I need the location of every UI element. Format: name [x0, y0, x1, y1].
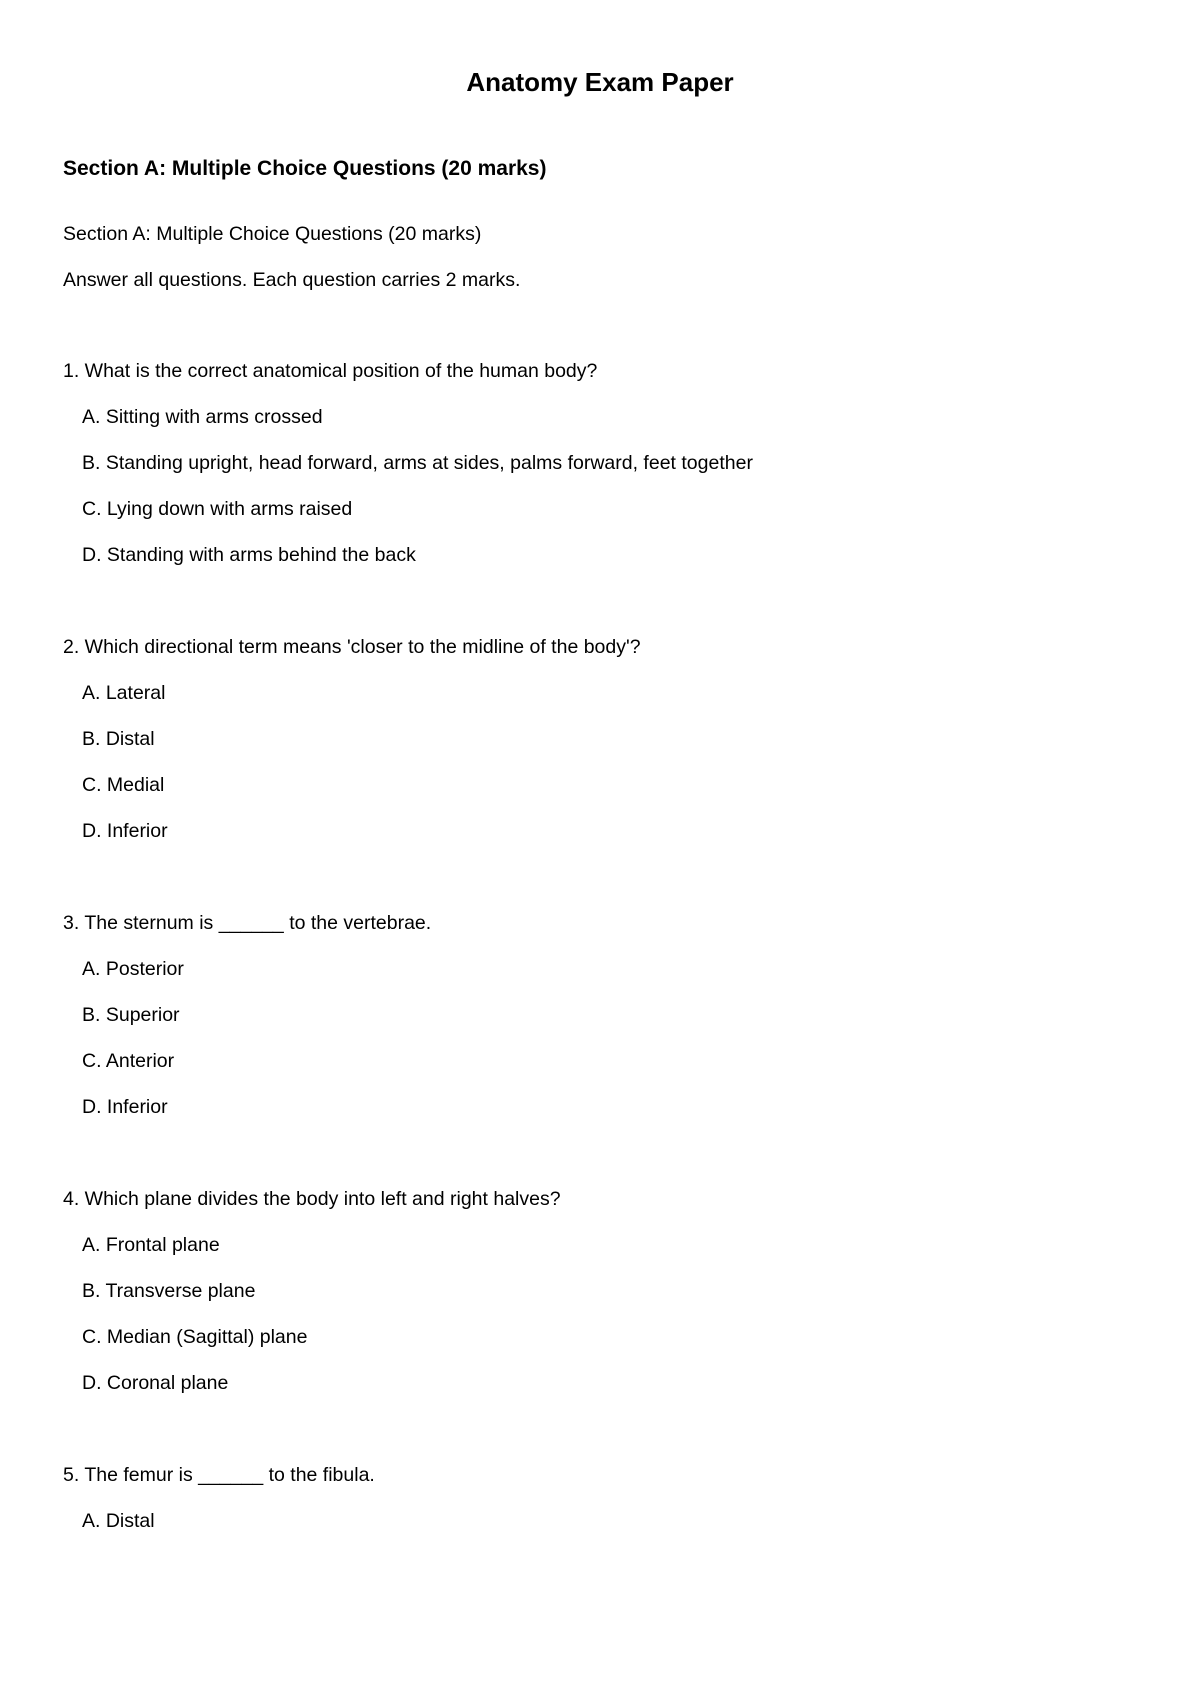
question-3: 3. The sternum is ______ to the vertebrae. — [63, 912, 432, 934]
question-4-option-a: A. Frontal plane — [82, 1234, 220, 1256]
question-4-option-c: C. Median (Sagittal) plane — [82, 1326, 308, 1348]
question-2-option-d: D. Inferior — [82, 820, 168, 842]
section-subtitle: Section A: Multiple Choice Questions (20 marks) — [63, 223, 482, 245]
question-1: 1. What is the correct anatomical position of the human body? — [63, 360, 598, 382]
question-5: 5. The femur is ______ to the fibula. — [63, 1464, 375, 1486]
question-3-option-b: B. Superior — [82, 1004, 180, 1026]
instructions: Answer all questions. Each question carries 2 marks. — [63, 269, 521, 291]
question-1-option-b: B. Standing upright, head forward, arms at sides, palms forward, feet together — [82, 452, 753, 474]
question-2-option-b: B. Distal — [82, 728, 155, 750]
question-2-option-c: C. Medial — [82, 774, 165, 796]
question-5-option-a: A. Distal — [82, 1510, 155, 1532]
question-2: 2. Which directional term means 'closer to the midline of the body'? — [63, 636, 641, 658]
question-1-option-d: D. Standing with arms behind the back — [82, 544, 416, 566]
question-2-option-a: A. Lateral — [82, 682, 166, 704]
question-4-option-d: D. Coronal plane — [82, 1372, 229, 1394]
question-3-option-a: A. Posterior — [82, 958, 184, 980]
question-3-option-d: D. Inferior — [82, 1096, 168, 1118]
question-3-option-c: C. Anterior — [82, 1050, 175, 1072]
question-4-option-b: B. Transverse plane — [82, 1280, 256, 1302]
question-4: 4. Which plane divides the body into left and right halves? — [63, 1188, 561, 1210]
page-title: Anatomy Exam Paper — [466, 67, 734, 97]
section-heading: Section A: Multiple Choice Questions (20 marks) — [63, 157, 547, 180]
question-1-option-c: C. Lying down with arms raised — [82, 498, 353, 520]
question-1-option-a: A. Sitting with arms crossed — [82, 406, 323, 428]
